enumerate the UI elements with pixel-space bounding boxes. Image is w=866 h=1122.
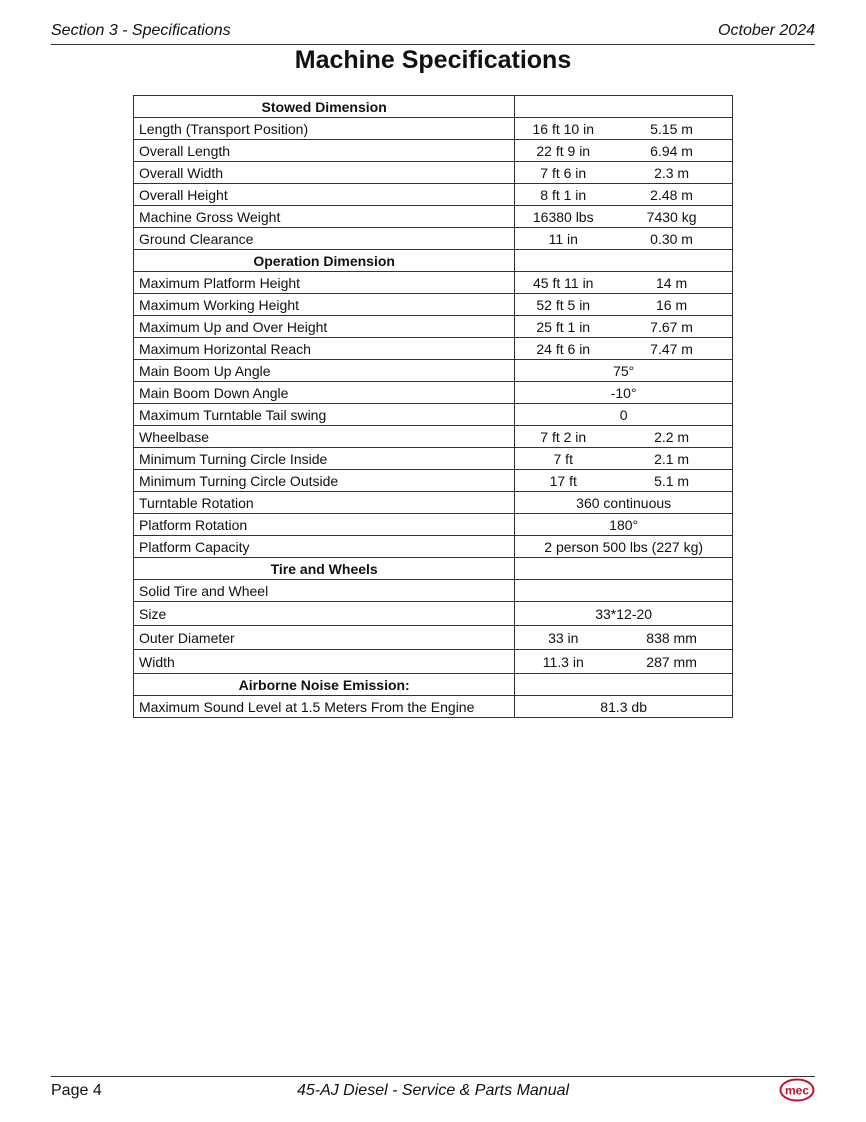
- table-row: [134, 294, 733, 316]
- imperial-value: 25 ft 1 in: [515, 316, 611, 338]
- table-row: [134, 536, 733, 558]
- table-row: [134, 338, 733, 360]
- metric-value: 7.47 m: [611, 338, 732, 360]
- table-row: [134, 360, 733, 382]
- spec-value: 2 person 500 lbs (227 kg): [515, 536, 733, 558]
- spec-label: Ground Clearance: [134, 228, 515, 250]
- spec-label: Maximum Working Height: [134, 294, 515, 316]
- metric-value: 7430 kg: [611, 206, 732, 228]
- spec-label: Outer Diameter: [134, 626, 515, 650]
- metric-value: 2.2 m: [611, 426, 732, 448]
- page-number: Page 4: [51, 1082, 102, 1099]
- table-row: [134, 514, 733, 536]
- metric-value: 5.1 m: [611, 470, 732, 492]
- table-row: [134, 316, 733, 338]
- page-title: Machine Specifications: [294, 46, 572, 74]
- metric-value: 287 mm: [611, 650, 732, 674]
- spec-label: Platform Capacity: [134, 536, 515, 558]
- metric-value: 838 mm: [611, 626, 732, 650]
- spec-label: Main Boom Up Angle: [134, 360, 515, 382]
- imperial-value: 24 ft 6 in: [515, 338, 611, 360]
- imperial-value: 16 ft 10 in: [515, 118, 611, 140]
- spec-label: Overall Length: [134, 140, 515, 162]
- spec-value: 33*12-20: [515, 602, 733, 626]
- spec-label: Overall Width: [134, 162, 515, 184]
- metric-value: 2.48 m: [611, 184, 732, 206]
- section-heading-row: [134, 558, 733, 580]
- spec-label: Turntable Rotation: [134, 492, 515, 514]
- metric-value: 7.67 m: [611, 316, 732, 338]
- spec-value: 81.3 db: [515, 696, 733, 718]
- spec-label: Platform Rotation: [134, 514, 515, 536]
- section-label: Section 3 - Specifications: [51, 22, 231, 39]
- imperial-value: 33 in: [515, 626, 611, 650]
- section-heading: Stowed Dimension: [134, 96, 515, 118]
- metric-value: 14 m: [611, 272, 732, 294]
- imperial-value: 7 ft: [515, 448, 611, 470]
- spec-label: Width: [134, 650, 515, 674]
- imperial-value: 11.3 in: [515, 650, 611, 674]
- spec-label: Solid Tire and Wheel: [134, 580, 515, 602]
- table-row: [134, 448, 733, 470]
- imperial-value: 11 in: [515, 228, 611, 250]
- section-heading: Tire and Wheels: [134, 558, 515, 580]
- page-footer: [51, 1076, 815, 1103]
- imperial-value: 52 ft 5 in: [515, 294, 611, 316]
- spec-value: 360 continuous: [515, 492, 733, 514]
- mec-logo-icon: [779, 1078, 815, 1107]
- spec-label: Minimum Turning Circle Outside: [134, 470, 515, 492]
- table-row: [134, 602, 733, 626]
- section-heading: Airborne Noise Emission:: [134, 674, 515, 696]
- table-row: [134, 206, 733, 228]
- spec-label: Maximum Horizontal Reach: [134, 338, 515, 360]
- metric-value: 6.94 m: [611, 140, 732, 162]
- spec-table: [133, 95, 733, 718]
- metric-value: 5.15 m: [611, 118, 732, 140]
- table-row: [134, 426, 733, 448]
- imperial-value: 17 ft: [515, 470, 611, 492]
- metric-value: 2.1 m: [611, 448, 732, 470]
- spec-value: -10°: [515, 382, 733, 404]
- metric-value: 0.30 m: [611, 228, 732, 250]
- table-row: [134, 140, 733, 162]
- imperial-value: 16380 lbs: [515, 206, 611, 228]
- metric-value: 16 m: [611, 294, 732, 316]
- spec-value: 180°: [515, 514, 733, 536]
- table-row: [134, 184, 733, 206]
- spec-label: Minimum Turning Circle Inside: [134, 448, 515, 470]
- page-header: [51, 22, 815, 45]
- imperial-value: 7 ft 2 in: [515, 426, 611, 448]
- table-row: [134, 382, 733, 404]
- spec-value: 0: [515, 404, 733, 426]
- spec-label: Maximum Platform Height: [134, 272, 515, 294]
- spec-value: [515, 580, 733, 602]
- table-row: [134, 228, 733, 250]
- table-row: [134, 626, 733, 650]
- table-row: [134, 650, 733, 674]
- spec-label: Size: [134, 602, 515, 626]
- spec-label: Maximum Up and Over Height: [134, 316, 515, 338]
- table-row: [134, 580, 733, 602]
- spec-label: Main Boom Down Angle: [134, 382, 515, 404]
- spec-label: Machine Gross Weight: [134, 206, 515, 228]
- spec-label: Maximum Turntable Tail swing: [134, 404, 515, 426]
- table-row: [134, 162, 733, 184]
- manual-title: 45-AJ Diesel - Service & Parts Manual: [296, 1082, 570, 1099]
- table-row: [134, 696, 733, 718]
- spec-label: Length (Transport Position): [134, 118, 515, 140]
- spec-value: 75°: [515, 360, 733, 382]
- table-row: [134, 470, 733, 492]
- imperial-value: 7 ft 6 in: [515, 162, 611, 184]
- header-date: October 2024: [718, 22, 815, 39]
- table-row: [134, 118, 733, 140]
- metric-value: 2.3 m: [611, 162, 732, 184]
- imperial-value: 45 ft 11 in: [515, 272, 611, 294]
- spec-label: Maximum Sound Level at 1.5 Meters From the Engine: [134, 696, 515, 718]
- section-heading: Operation Dimension: [134, 250, 515, 272]
- table-row: [134, 272, 733, 294]
- spec-label: Wheelbase: [134, 426, 515, 448]
- table-row: [134, 492, 733, 514]
- imperial-value: 8 ft 1 in: [515, 184, 611, 206]
- imperial-value: 22 ft 9 in: [515, 140, 611, 162]
- table-row: [134, 404, 733, 426]
- logo-text: mec: [784, 1083, 810, 1098]
- spec-label: Overall Height: [134, 184, 515, 206]
- section-heading-row: [134, 674, 733, 696]
- section-heading-row: [134, 250, 733, 272]
- section-heading-row: [134, 96, 733, 118]
